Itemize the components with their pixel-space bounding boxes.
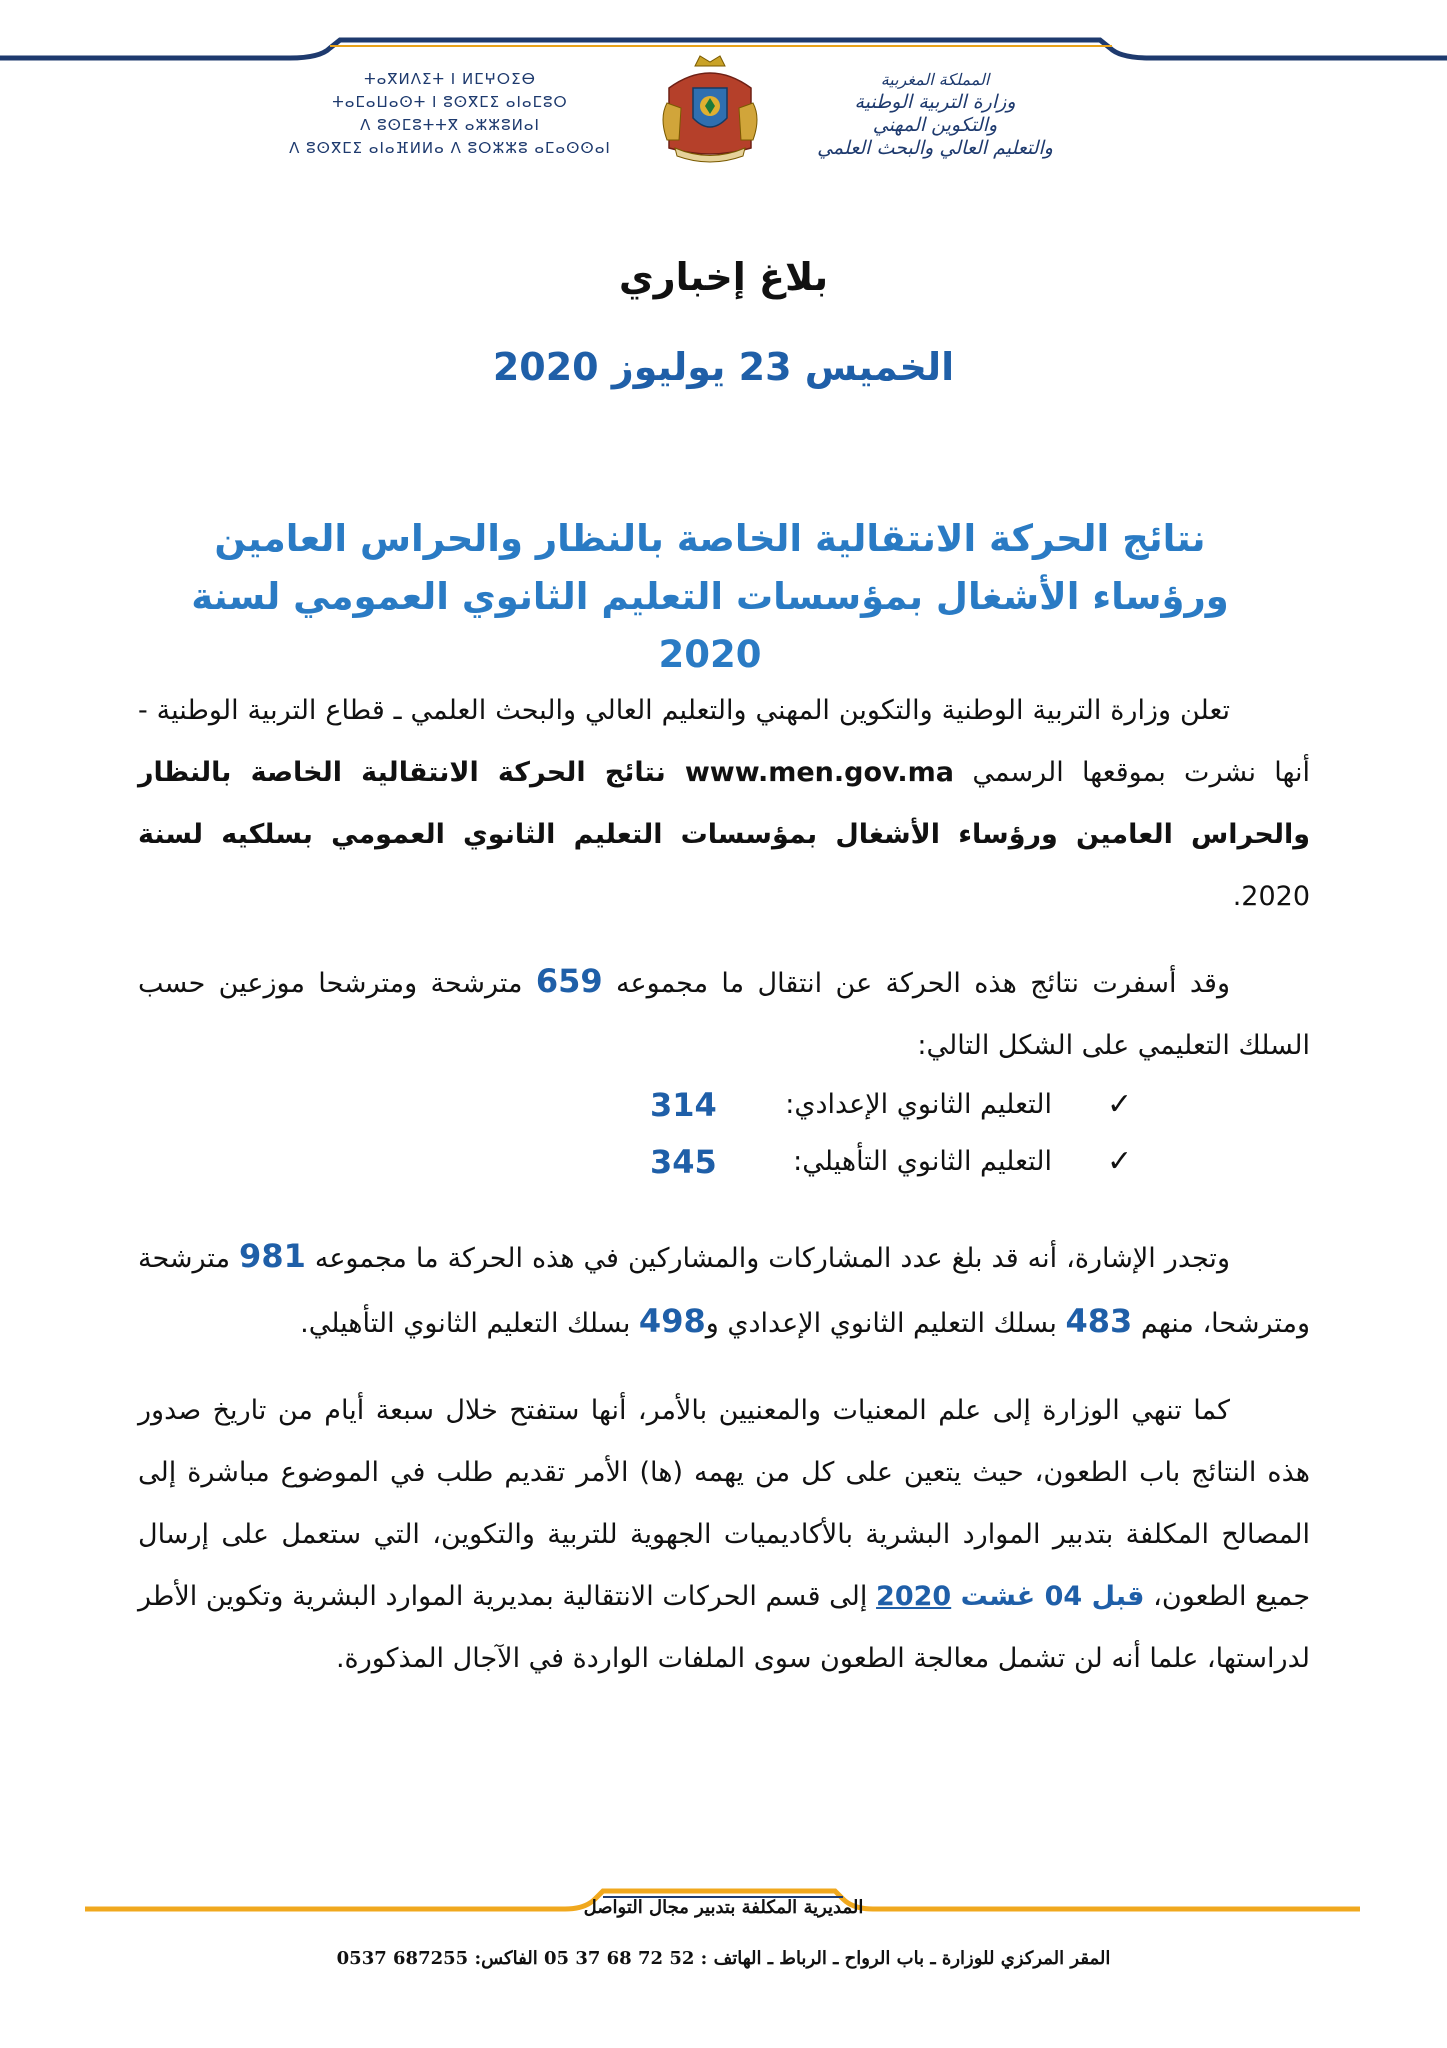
subject-heading [180,510,1240,684]
ministry-name-arabic [770,68,1100,160]
list-value: 345 [650,1143,717,1181]
check-icon: ✓ [1107,1087,1133,1122]
list-label: التعليم الثانوي التأهيلي: [793,1146,1052,1177]
arabic-header-line: المملكة المغربية [880,70,990,89]
p3-text: وتجدر الإشارة، أنه قد بلغ عدد المشاركات والمشاركين في هذه الحركة ما مجموعه [305,1243,1230,1274]
p1-end: 2020. [1232,881,1310,912]
p2-text: وقد أسفرت نتائج هذه الحركة عن انتقال ما مجموعه [602,968,1230,999]
subject-line: نتائج الحركة الانتقالية الخاصة بالنظار والحراس العامين [214,517,1206,560]
moroccan-coat-of-arms-icon [655,48,765,163]
participants-middle-school: 483 [1065,1302,1133,1340]
paragraph-appeals [138,1380,1310,1690]
p4-text: كما تنهي الوزارة إلى علم المعنيات والمعنيين بالأمر، أنها ستفتح خلال سبعة أيام من تاريخ صدور هذه النتائج باب الطعون، حيث يتعين على كل من يهمه (ها) الأمر تقديم طلب في الموضوع مباشرة إلى المصالح المكلفة بتدبير الموارد البشرية بالأكاديميات الجهوية للتربية والتكوين، التي ستعمل على إرسال جميع الطعون، [138,1395,1311,1612]
paragraph-participants [138,1225,1310,1355]
appeal-deadline [876,1581,1144,1612]
p2-end: مترشحة ومترشحا موزعين حسب السلك التعليمي على الشكل التالي: [138,968,1310,1061]
paragraph-results [138,950,1310,1077]
list-value: 314 [650,1086,717,1124]
participants-high-school: 498 [638,1302,706,1340]
participants-total: 981 [239,1237,306,1275]
p1-text: تعلن وزارة التربية الوطنية والتكوين المهني والتعليم العالي والبحث العلمي ـ قطاع التربية الوطنية - أنها نشرت بموقعها الرسمي [138,695,1310,788]
deadline-day: قبل 04 غشت [951,1581,1145,1612]
document-title: بلاغ إخباري [618,255,829,299]
footer-address: المقر المركزي للوزارة ـ باب الرواح ـ الرباط ـ الهاتف : 52 72 68 37 05 الفاكس: 687255 0537 [336,1948,1111,1969]
arabic-header-line: وزارة التربية الوطنية [854,91,1016,113]
tifinagh-line: ⵜⴰⵎⴰⵡⴰⵙⵜ ⵏ ⵓⵙⴳⵎⵉ ⴰⵏⴰⵎⵓⵔ [332,93,568,111]
moved-total: 659 [535,962,603,1000]
tifinagh-line: ⴷ ⵓⵙⵎⵓⵜⵜⴳ ⴰⵣⵣⵓⵍⴰⵏ [360,116,540,134]
tifinagh-line: ⵜⴰⴳⵍⴷⵉⵜ ⵏ ⵍⵎⵖⵔⵉⴱ [364,70,536,88]
list-label: التعليم الثانوي الإعدادي: [785,1089,1052,1120]
tifinagh-line: ⴷ ⵓⵙⴳⵎⵉ ⴰⵏⴰⴼⵍⵍⴰ ⴷ ⵓⵔⵣⵣⵓ ⴰⵎⴰⵙⵙⴰⵏ [289,139,611,157]
document-date: الخميس 23 يوليوز 2020 [492,345,955,389]
p3-mid1: مترشحة ومترشحا، منهم [138,1243,1310,1339]
check-icon: ✓ [1107,1144,1133,1179]
p3-mid2: بسلك التعليم الثانوي الإعدادي و [705,1308,1066,1339]
p1-bold-text: نتائج الحركة الانتقالية الخاصة بالنظار والحراس العامين ورؤساء الأشغال بمؤسسات التعليم الثانوي العمومي بسلكيه لسنة [138,757,1310,850]
p4-end: إلى قسم الحركات الانتقالية بمديرية الموارد البشرية وتكوين الأطر لدراستها، علما أنه لن تشمل معالجة الطعون سوى الملفات الواردة في الآجال المذكورة. [138,1581,1310,1674]
ministry-name-tifinagh [280,68,620,160]
p3-end: بسلك التعليم الثانوي التأهيلي. [300,1308,639,1339]
website-link[interactable]: www.men.gov.ma [684,757,955,788]
arabic-header-line: والتكوين المهني [872,114,998,136]
footer-department: المديرية المكلفة بتدبير مجال التواصل [583,1897,864,1918]
arabic-header-line: والتعليم العالي والبحث العلمي [817,137,1053,159]
deadline-year: 2020 [876,1581,952,1612]
paragraph-announcement [138,680,1310,928]
subject-line: ورؤساء الأشغال بمؤسسات التعليم الثانوي العمومي لسنة 2020 [191,575,1229,676]
